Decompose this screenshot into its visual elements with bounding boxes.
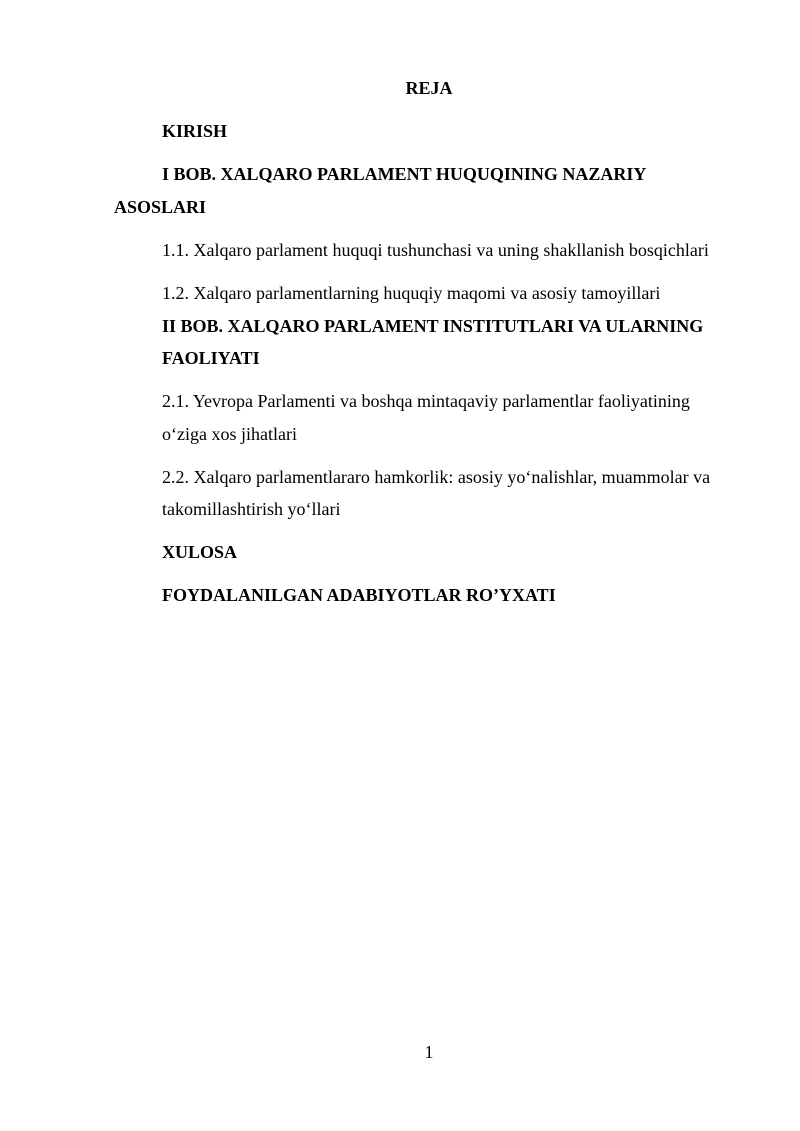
toc-section-1-1: 1.1. Xalqaro parlament huquqi tushunchasi va uning shakllanish bosqichlari xyxy=(162,240,709,260)
page-title: REJA xyxy=(405,78,453,98)
toc-chapter1-heading: I BOB. XALQARO PARLAMENT HUQUQINING NAZARIY xyxy=(162,164,647,184)
toc-section-2-2: 2.2. Xalqaro parlamentlararo hamkorlik: asosiy yo‘nalishlar, muammolar va xyxy=(162,467,711,487)
toc-chapter2-heading-continued: FAOLIYATI xyxy=(162,348,260,368)
toc-section-2-1: 2.1. Yevropa Parlamenti va boshqa mintaqaviy parlamentlar faoliyatining xyxy=(162,391,690,411)
toc-chapter2-heading: II BOB. XALQARO PARLAMENT INSTITUTLARI VA ULARNING xyxy=(162,316,704,336)
toc-conclusion: XULOSA xyxy=(162,542,238,562)
toc-section-1-2: 1.2. Xalqaro parlamentlarning huquqiy maqomi va asosiy tamoyillari xyxy=(162,283,661,303)
toc-references: FOYDALANILGAN ADABIYOTLAR RO’YXATI xyxy=(162,585,556,605)
page-number: 1 xyxy=(424,1042,434,1062)
toc-section-2-2-continued: takomillashtirish yo‘llari xyxy=(162,499,341,519)
toc-chapter1-heading-continued: ASOSLARI xyxy=(114,197,207,217)
toc-introduction: KIRISH xyxy=(162,121,228,141)
toc-section-2-1-continued: o‘ziga xos jihatlari xyxy=(162,424,297,444)
